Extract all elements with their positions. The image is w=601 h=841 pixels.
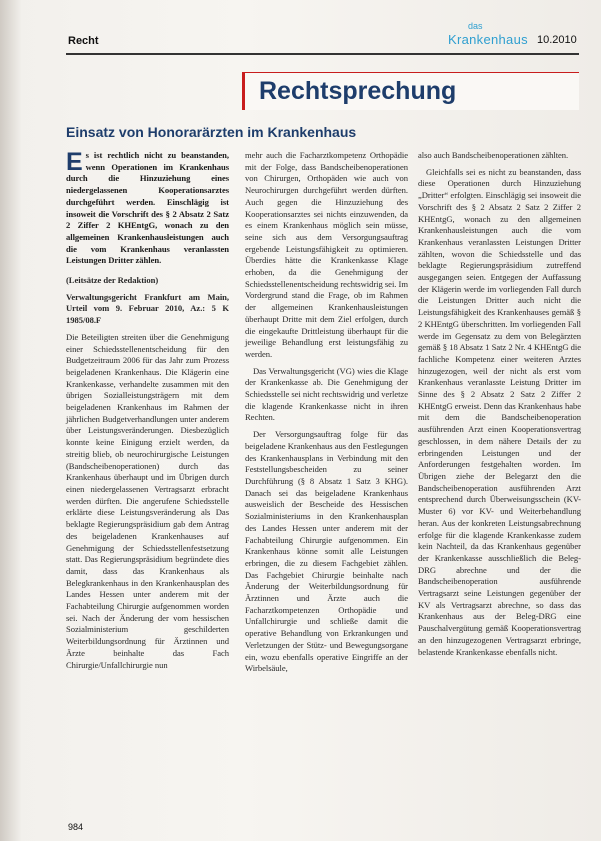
text-column-1 bbox=[66, 150, 229, 676]
court-citation: Verwaltungsgericht Frankfurt am Main, Urteil vom 9. Februar 2010, Az.: 5 K 1985/08.F bbox=[66, 291, 229, 326]
lead-paragraph bbox=[66, 150, 229, 267]
page-number: 984 bbox=[68, 822, 84, 832]
body-paragraph: Der Versorgungsauftrag folge für das beigeladene Krankenhaus aus den Festlegungen des Krankenhausplans in Verbindung mit den Feststellungsbescheiden zu seiner Durchführung (§ 8 Absatz 1 Satz 3 KHG). Danach sei das beigeladene Krankenhaus ausweislich der Bescheide des Hessischen Sozialministeriums in den Krankenhausplan des Landes Hessen unter anderem mit der Fachabteilung Chirurgie aufgenommen. Ein Krankenhaus könne somit alle Leistungen erbringen, die zu diesem Fachgebiet zählen. Das Fachgebiet Chirurgie beinhalte nach Änderung der Weiterbildungsordnung für Ärztinnen und Ärzte auch die Facharztkompetenzen Orthopädie und Unfallchirurgie und schließe damit die operative Behandlung von Erkrankungen und Verletzungen der Stütz- und Bewegungsorgane ein, wozu ebenfalls operative Eingriffe an der Wirbelsäule, bbox=[245, 429, 408, 674]
section-label: Recht bbox=[68, 35, 99, 47]
logo-small-text: das bbox=[468, 21, 483, 31]
body-paragraph: mehr auch die Facharztkompetenz Orthopädie mit der Folge, dass Bandscheibenoperationen von Chirurgen, Orthopäden wie auch von Neurochirurgen durchgeführt werden dürften. Auch gegen die Hinzuziehung des Kooperationsarztes sei nichts einzuwenden, da es einem Krankenhaus möglich sein müsse, seine sich aus dem Versorgungsauftrag ergebende Leistungsfähigkeit zu optimieren. Überdies hätte die Krankenkasse Klage erhoben, da die Genehmigung der Schiedsstellenentscheidung rechtswidrig sei. Im Vordergrund stand die Frage, ob im Rahmen der allgemeinen Krankenhausleistungen überhaupt Dritte mit dem Ziel erfolgen, durch die eingekaufte Drittleistung überhaupt für die jeweilige Behandlung erst leistungsfähig zu werden. bbox=[245, 150, 408, 359]
banner-title: Rechtsprechung bbox=[259, 77, 457, 105]
body-paragraph: Die Beteiligten streiten über die Genehmigung einer Schiedsstellenentscheidung für den Budgetzeitraum 2006 für das Jahr zum Prozess beigeladenen Krankenhaus. Die Klägerin eine Krankenkasse, verhandelte zusammen mit den übrigen Sozialleistungsträgern mit dem beigeladenen Krankenhaus im Rahmen der jährlichen Budgetverhandlungen unter anderem über Leistungsveränderungen. Diesbezüglich konnte keine Einigung erzielt werden, da streitig blieb, ob neurochirurgische Leistungen (Bandscheibenoperationen) durch das Krankenhaus überhaupt und im Übrigen durch einen niedergelassenen Vertragsarzt erbracht werden dürften. Die angerufene Schiedsstelle erklärte diese Leistungsveränderung als Das beklagte Regierungspräsidium gab dem Antrag des beigeladenen Krankenhauses auf Genehmigung der Schiedsstellenfestsetzung statt. Das Regierungspräsidium begründete dies damit, dass das Krankenhaus als Belegkrankenhaus in den Krankenhausplan des Landes Hessen unter anderem mit der Fachabteilung Chirurgie aufgenommen worden sei. Nach der Änderung der vom hessischen Sozialministerium geschilderten Weiterbildungsordnung für Ärztinnen und Ärzte beinhalte das Fach Chirurgie/Unfallchirurgie nun bbox=[66, 331, 229, 670]
header-rule bbox=[66, 53, 579, 55]
text-column-2 bbox=[245, 150, 408, 680]
article-title: Einsatz von Honorarärzten im Krankenhaus bbox=[66, 124, 357, 140]
body-paragraph: also auch Bandscheibenoperationen zählten. bbox=[418, 150, 569, 160]
body-paragraph: Gleichfalls sei es nicht zu beanstanden, dass diese Operationen durch Hinzuziehung „Dritter“ erfolgten. Einschlägig sei insoweit die Vorschrift des § 2 Absatz 2 Satz 2 Ziffer 2 KHEntgG, wonach zu den allgemeinen Krankenhausleistungen auch die vom Krankenhaus veranlassten Leistungen Dritter zählten, wovon die Schiedsstelle und das beklagte Regierungspräsidium zutreffend ausgegangen seien. Entgegen der Auffassung der Klägerin werde im vorliegenden Fall durch die Leistungen Dritter auch nicht die Leistungsfähigkeit des Krankenhauses gemäß § 2 KHEntgG überschritten. Im vorliegenden Fall werde im Gegensatz zu dem von Belegärzten gemäß § 18 Absatz 1 Satz 2 Nr. 4 KHEntgG die fachliche Kompetenz einer weiteren Arztes hinzugezogen, weil der nicht als erst vom Krankenhaus veranlasste Leistung Dritter im Sinne des § 2 Absatz 2 Satz 2 Ziffer 2 KHEntgG erweist. Denn das Krankenhaus habe mit dem die Bandscheibenoperation ausführenden Arzt einen Kooperationsvertrag geschlossen, in dem nähere Details der zu erbringenden Leistungen und der Anforderungen festgehalten worden. Im Übrigen ziehe der Belegarzt den die Bandscheibenoperation ausführenden Arzt entsprechend durch Überweisungsschein (KV-Muster 6) vor KV- und Weiterbehandlung heran. Aus der konkreten Leistungsabrechnung erfolge für die klagende Krankenkasse zudem kein Nachteil, da das Krankenhaus gegenüber der Krankenkasse ausschließlich die Beleg-DRG abrechne und der die Bandscheibenoperation ausführende Vertragsarzt seine Leistungen gegenüber der KV als Vertragsarzt abrechne, so dass das Krankenhaus aus der Beleg-DRG eine Pauschalvergütung gemäß Kooperationsvertrag an den hinzugezogenen Vertragsarzt erbringe, belastende Krankenkasse ebenfalls nicht. bbox=[418, 166, 581, 657]
drop-cap: E bbox=[66, 148, 83, 176]
lead-text: s ist rechtlich nicht zu beanstanden, wenn Operationen im Krankenhaus durch die Hinzuziehung eines niedergelassenen Kooperationsarztes durchgeführt werden. Einschlägig ist insoweit die Vorschrift des § 2 Absatz 2 Satz 2 Ziffer 2 KHEntgG, wonach zu den allgemeinen Krankenhausleistungen auch die vom Krankenhaus veranlassten Leistungen Dritter zählen. bbox=[66, 150, 229, 266]
text-column-3 bbox=[418, 150, 581, 663]
section-banner bbox=[242, 72, 579, 110]
issue-number: 10.2010 bbox=[537, 34, 577, 46]
source-note: (Leitsätze der Redaktion) bbox=[66, 275, 159, 286]
magazine-logo bbox=[448, 22, 528, 49]
logo-big-text: Krankenhaus bbox=[448, 32, 528, 47]
body-paragraph: Das Verwaltungsgericht (VG) wies die Klage der Krankenkasse ab. Die Genehmigung der Schiedsstelle sei nicht rechtswidrig und verletze die klagende Krankenkasse nicht in ihren Rechten. bbox=[245, 365, 408, 423]
